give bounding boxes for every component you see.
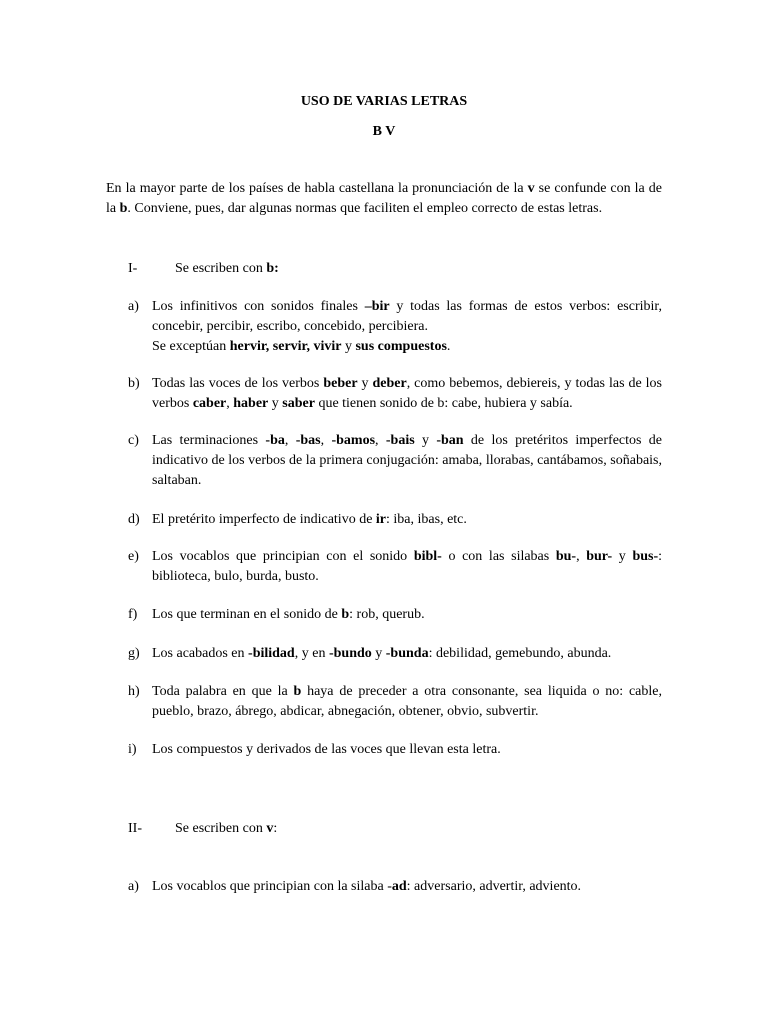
section-number: II- (128, 821, 142, 836)
list-item-i (128, 740, 662, 760)
intro-paragraph: En la mayor parte de los países de habla castellana la pronunciación de la v se confunde con la de la b. Conviene, pues, dar algunas normas que faciliten el empleo correcto de estas letras. (106, 181, 662, 216)
list-marker: f) (128, 607, 138, 622)
list-marker: b) (128, 376, 140, 391)
list-item-text: Toda palabra en que la b haya de preceder a otra consonante, sea liquida o no: cable, pueblo, brazo, ábrego, abdicar, abnegación, obtener, obvio, subvertir. (152, 684, 663, 719)
list-item-text: Los vocablos que principian con la silaba -ad: adversario, advertir, adviento. (152, 879, 582, 894)
list-item-text: Los vocablos que principian con el sonido bibl- o con las silabas bu-, bur- y bus-: biblioteca, bulo, burda, busto. (152, 549, 663, 584)
list-marker: i) (128, 742, 137, 757)
list-item-text: Los que terminan en el sonido de b: rob, querub. (152, 607, 425, 622)
document-subtitle: B V (372, 124, 396, 139)
section-heading: Se escriben con v: (175, 821, 278, 836)
section-heading: Se escriben con b: (175, 261, 279, 276)
list-item-text: Las terminaciones -ba, -bas, -bamos, -bais y -ban de los pretéritos imperfectos de indicativo de los verbos de la primera conjugación: amaba, llorabas, cantábamos, soñabais, saltaban. (152, 433, 663, 488)
list-marker: e) (128, 549, 139, 564)
list-item-g (128, 644, 662, 664)
list-item-text: Todas las voces de los verbos beber y deber, como bebemos, debiereis, y todas las de los verbos caber, haber y saber que tienen sonido de b: cabe, hubiera y sabía. (152, 376, 663, 411)
list-marker: h) (128, 684, 140, 699)
list-item-text: Los acabados en -bilidad, y en -bundo y -bunda: debilidad, gemebundo, abunda. (152, 646, 612, 661)
list-item-text: El pretérito imperfecto de indicativo de ir: iba, ibas, etc. (152, 512, 467, 527)
list-item-d (128, 510, 662, 530)
list-item-h (128, 682, 662, 722)
list-item-e (128, 547, 662, 587)
list-marker: c) (128, 433, 139, 448)
list-marker: a) (128, 879, 139, 894)
list-item-f (128, 605, 662, 625)
document-title: USO DE VARIAS LETRAS (300, 94, 468, 109)
section-number: I- (128, 261, 138, 276)
list-marker: a) (128, 299, 139, 314)
list-item-c (128, 431, 662, 491)
list-item-b (128, 374, 662, 414)
list-item-a (128, 297, 662, 357)
list-marker: g) (128, 646, 140, 661)
list-item-text: Los infinitivos con sonidos finales –bir y todas las formas de estos verbos: escribir, concebir, percibir, escribo, concebido, percibiera. Se exceptúan hervir, servir, vivir y sus compuestos. (152, 299, 662, 354)
list-marker: d) (128, 512, 140, 527)
list-item-a-v (128, 877, 662, 897)
list-item-text: Los compuestos y derivados de las voces que llevan esta letra. (152, 742, 501, 757)
